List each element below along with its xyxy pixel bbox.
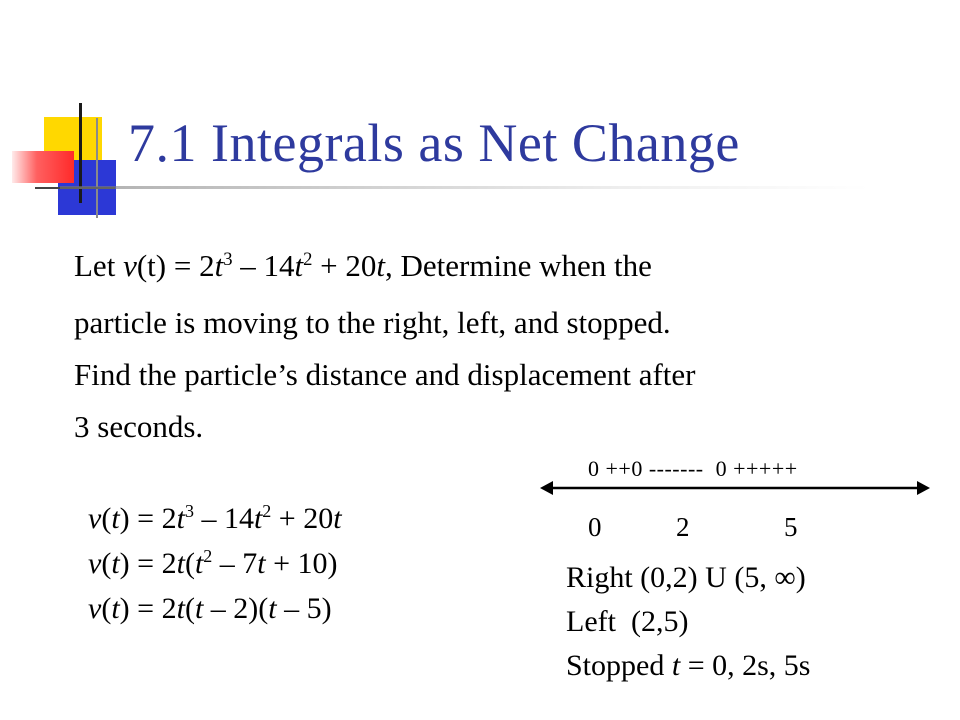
problem-statement (74, 240, 944, 453)
tick-label-2: 2 (676, 512, 690, 542)
answer-left: Left (2,5) (566, 605, 689, 638)
answer-right: Right (0,2) U (5, ∞) (566, 561, 806, 594)
left-arrow-icon (540, 481, 553, 495)
problem-line-4: 3 seconds. (74, 409, 204, 444)
factoring-work (88, 498, 342, 630)
problem-line-2: particle is moving to the right, left, and stopped. (74, 305, 671, 340)
work-line-2: $v(t) = 2t(t^2 - 7t + 10)$ (88, 546, 338, 580)
right-arrow-icon (917, 481, 930, 495)
tick-label-5: 5 (784, 512, 798, 542)
tick-label-0: 0 (588, 512, 602, 542)
sign-chart-signs: 0 ++0 ------- 0 +++++ (588, 456, 798, 481)
problem-line-3: Find the particle’s distance and displacement after (74, 357, 696, 392)
problem-line-1: Let $v(t) = 2t^3 - 14t^2 + 20t$, Determine when the (74, 248, 652, 283)
red-bar (12, 151, 74, 183)
work-line-3: v(t) = 2t(t – 2)(t – 5) (88, 592, 332, 625)
number-line (540, 476, 930, 500)
motion-answers (566, 556, 810, 688)
answer-stopped: Stopped t = 0, 2s, 5s (566, 649, 811, 682)
vertical-line-secondary (96, 118, 98, 218)
decorative-logo (0, 0, 140, 230)
slide-title: 7.1 Integrals as Net Change (128, 113, 740, 173)
title-underline (60, 186, 870, 189)
work-line-1: $v(t) = 2t^3 - 14t^2 + 20t$ (88, 501, 342, 535)
